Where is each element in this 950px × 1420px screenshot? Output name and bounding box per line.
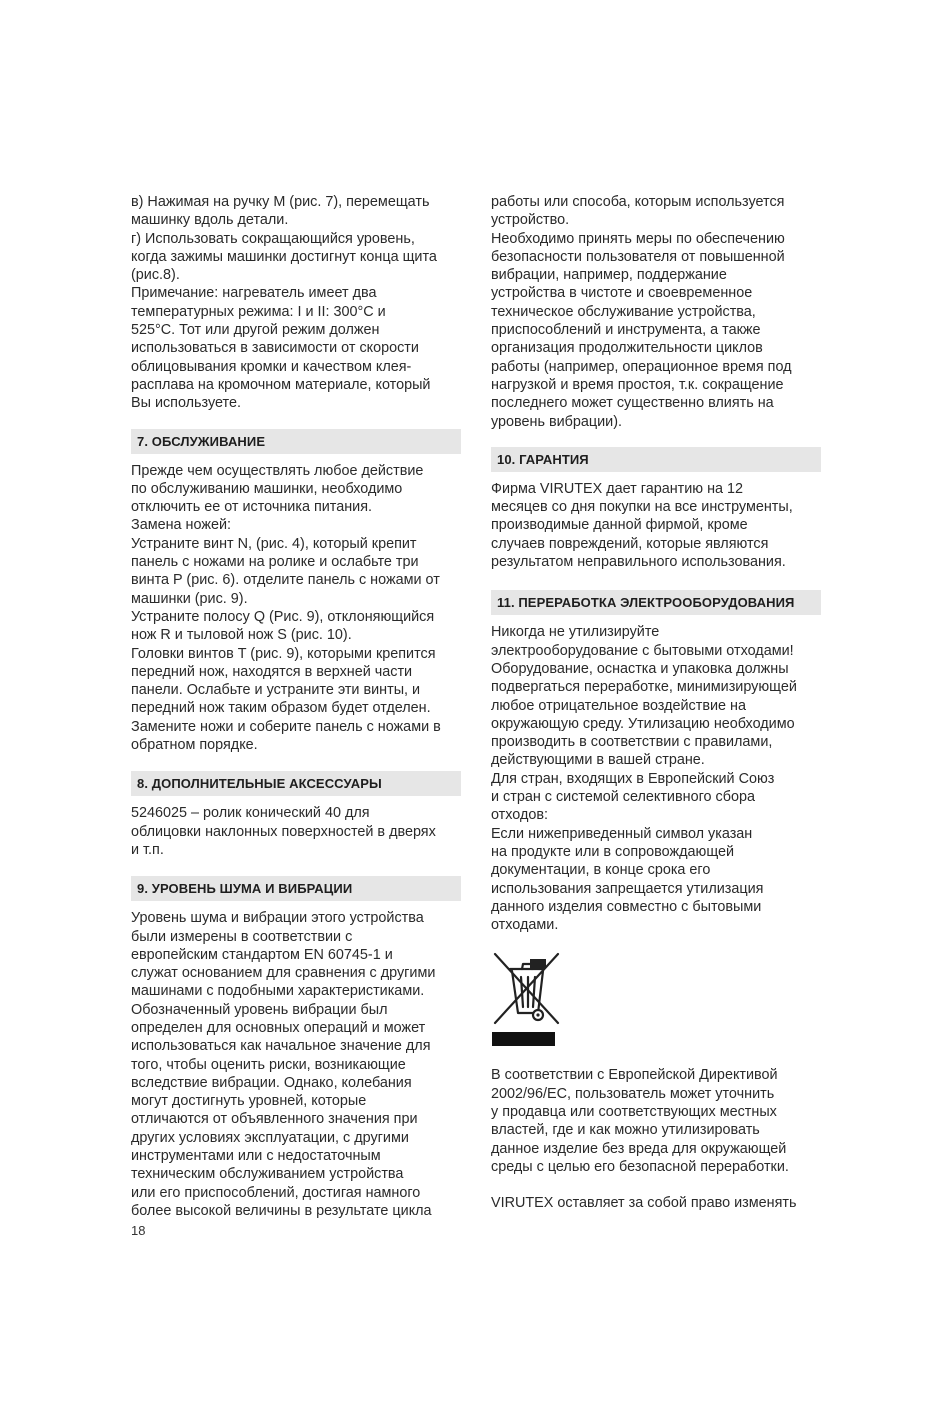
section-heading-recycling: 11. ПЕРЕРАБОТКА ЭЛЕКТРООБОРУДОВАНИЯ	[491, 590, 821, 615]
maintenance-text: Прежде чем осуществлять любое действие по обслуживанию машинки, необходимо отключить ее от источника питания. Замена ножей: Устраните винт N, (рис. 4), который крепит панель с ножами на ролике и ослабьте три винта P (рис. 6). отделите панель с ножами от машинки (рис. 9). Устраните полосу Q (Рис. 9), отклоняющийся нож R и тыловой нож S (рис. 10). Головки винтов T (рис. 9), которыми крепится передний нож, находятся в верхней части панели. Ослабьте и устраните эти винты, и передний нож таким образом будет отделен. Замените ножи и соберите панель с ножами в обратном порядке.	[131, 462, 441, 754]
left-column	[131, 193, 461, 1220]
noise-vibration-text: Уровень шума и вибрации этого устройства были измерены в соответствии с европейским стандартом EN 60745-1 и служат основанием для сравнения с другими машинами с подобными характеристиками. Обозначенный уровень вибрации был определен для основных операций и может использоваться как начальное значение для того, чтобы оценить риски, возникающие вследствие вибрации. Однако, колебания могут достигнуть уровней, которые отличаются от объявленного значения при других условиях эксплуатации, с другими инструментами или с недостаточным техническим обслуживанием устройства или его приспособлений, достигая намного более высокой величины в результате цикла	[131, 910, 436, 1219]
accessories-text: 5246025 – ролик конический 40 для облицовки наклонных поверхностей в дверях и т.п.	[131, 805, 436, 858]
section-heading-accessories: 8. ДОПОЛНИТЕЛЬНЫЕ АКСЕССУАРЫ	[131, 771, 461, 796]
crossed-out-wheelie-bin-icon	[492, 951, 562, 1046]
directive-text: В соответствии с Европейской Директивой 2002/96/EC, пользователь может уточнить у продавца или соответствующих местных властей, где и как можно утилизировать данное изделие без вреда для окружающей среды с целью его безопасной переработки.	[491, 1067, 789, 1175]
closing-text: VIRUTEX оставляет за собой право изменять	[491, 1195, 797, 1212]
section-heading-warranty: 10. ГАРАНТИЯ	[491, 447, 821, 472]
section-heading-maintenance: 7. ОБСЛУЖИВАНИЕ	[131, 429, 461, 454]
recycling-text: Никогда не утилизируйте электрооборудование с бытовыми отходами! Оборудование, оснастка и упаковка должны подвергаться переработке, минимизирующей любое отрицательное воздействие на окружающую среду. Утилизацию необходимо производить в соответствии с правилами, действующими в вашей стране. Для стран, входящих в Европейский Союз и стран с системой селективного сбора отходов: Если нижеприведенный символ указан на продукте или в сопровождающей документации, в конце срока его использования запрещается утилизация данного изделия совместно с бытовыми отходами.	[491, 624, 797, 934]
vibration-continued-text: работы или способа, которым используется устройство. Необходимо принять меры по обеспечению безопасности пользователя от повышенной вибрации, например, поддержание устройства в чистоте и своевременное техническое обслуживание устройства, приспособлений и инструмента, а также организация продолжительности циклов работы (например, операционное время под нагрузкой и время простоя, т.к. сокращение последнего может существенно влиять на уровень вибрации).	[491, 194, 792, 430]
weee-black-bar	[492, 1032, 555, 1046]
intro-paragraph: в) Нажимая на ручку M (рис. 7), перемещать машинку вдоль детали. г) Использовать сокращающийся уровень, когда зажимы машинки достигнут конца щита (рис.8). Примечание: нагреватель имеет два температурных режима: I и II: 300°C и 525°C. Тот или другой режим должен использоваться в зависимости от скорости облицовывания кромки и качеством клея- расплава на кромочном материале, который Вы используете.	[131, 194, 437, 412]
page-number: 18	[131, 1223, 146, 1238]
warranty-text: Фирма VIRUTEX дает гарантию на 12 месяцев со дня покупки на все инструменты, производимые данной фирмой, кроме случаев повреждений, которые являются результатом неправильного использования.	[491, 480, 793, 571]
section-heading-noise-vibration: 9. УРОВЕНЬ ШУМА И ВИБРАЦИИ	[131, 876, 461, 901]
right-column	[491, 193, 821, 1212]
